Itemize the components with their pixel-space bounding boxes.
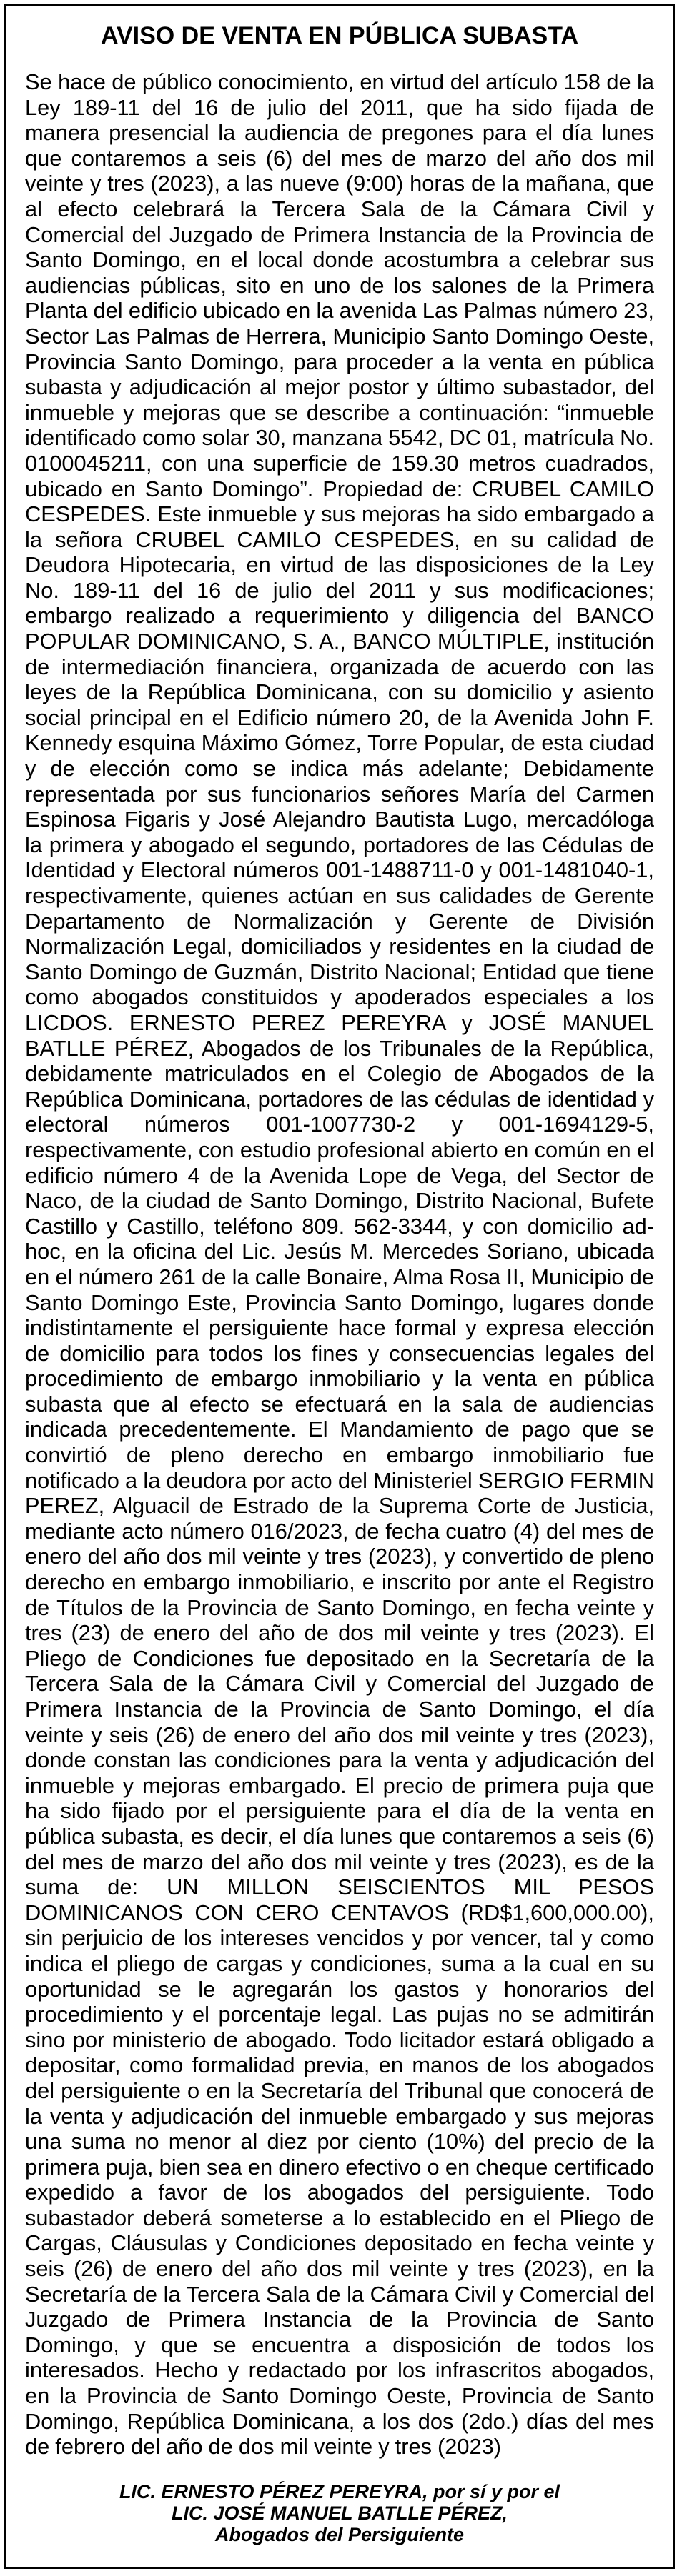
notice-body: Se hace de público conocimiento, en virtud del artículo 158 de la Ley 189-11 del 16 de julio del 2011, que ha sido fijada de manera presencial la audiencia de pregones para el día lunes que contaremos a seis (6) del mes de marzo del año dos mil veinte y tres (2023), a las nueve (9:00) horas de la mañana, que al efecto celebrará la Tercera Sala de la Cámara Civil y Comercial del Juzgado de Primera Instancia de la Provincia de Santo Domingo, en el local donde acostumbra a celebrar sus audiencias públicas, sito en uno de los salones de la Primera Planta del edificio ubicado en la avenida Las Palmas número 23, Sector Las Palmas de Herrera, Municipio Santo Domingo Oeste, Provincia Santo Domingo, para proceder a la venta en pública subasta y adjudicación al mejor postor y último subastador, del inmueble y mejoras que se describe a continuación: “inmueble identificado como solar 30, manzana 5542, DC 01, matrícula No. 0100045211, con una superficie de 159.30 metros cuadrados, ubicado en Santo Domingo”. Propiedad de: CRUBEL CAMILO CESPEDES. Este inmueble y sus mejoras ha sido embargado a la señora CRUBEL CAMILO CESPEDES, en su calidad de Deudora Hipotecaria, en virtud de las disposiciones de la Ley No. 189-11 del 16 de julio del 2011 y sus modificaciones; embargo realizado a requerimiento y diligencia del BANCO POPULAR DOMINICANO, S. A., BANCO MÚLTIPLE, institución de intermediación financiera, organizada de acuerdo con las leyes de la República Dominicana, con su domicilio y asiento social principal en el Edificio número 20, de la Avenida John F. Kennedy esquina Máximo Gómez, Torre Popular, de esta ciudad y de elección como se indica más adelante; Debidamente representada por sus funcionarios señores María del Carmen Espinosa Figaris y José Alejandro Bautista Lugo, mercadóloga la primera y abogado el segundo, portadores de las Cédulas de Identidad y Electoral números 001-1488711-0 y 001-1481040-1, respectivamente, quienes actúan en sus calidades de Gerente Departamento de Normalización y Gerente de División Normalización Legal, domiciliados y residentes en la ciudad de Santo Domingo de Guzmán, Distrito Nacional; Entidad que tiene como abogados constituidos y apoderados especiales a los LICDOS. ERNESTO PEREZ PEREYRA y JOSÉ MANUEL BATLLE PÉREZ, Abogados de los Tribunales de la República, debidamente matriculados en el Colegio de Abogados de la República Dominicana, portadores de las cédulas de identidad y electoral números 001-1007730-2 y 001-1694129-5, respectivamente, con estudio profesional abierto en común en el edificio número 4 de la Avenida Lope de Vega, del Sector de Naco, de la ciudad de Santo Domingo, Distrito Nacional, Bufete Castillo y Castillo, teléfono 809. 562-3344, y con domicilio ad-hoc, en la oficina del Lic. Jesús M. Mercedes Soriano, ubicada en el número 261 de la calle Bonaire, Alma Rosa II, Municipio de Santo Domingo Este, Provincia Santo Domingo, lugares donde indistintamente el persiguiente hace formal y expresa elección de domicilio para todos los fines y consecuencias legales del procedimiento de embargo inmobiliario y la venta en pública subasta que al efecto se efectuará en la sala de audiencias indicada precedentemente. El Mandamiento de pago que se convirtió de pleno derecho en embargo inmobiliario fue notificado a la deudora por acto del Ministeriel SERGIO FERMIN PEREZ, Alguacil de Estrado de la Suprema Corte de Justicia, mediante acto número 016/2023, de fecha cuatro (4) del mes de enero del año dos mil veinte y tres (2023), y convertido de pleno derecho en embargo inmobiliario, e inscrito por ante el Registro de Títulos de la Provincia de Santo Domingo, en fecha veinte y tres (23) de enero del año de dos mil veinte y tres (2023). El Pliego de Condiciones fue depositado en la Secretaría de la Tercera Sala de la Cámara Civil y Comercial del Juzgado de Primera Instancia de la Provincia de Santo Domingo, el día veinte y seis (26) de enero del año dos mil veinte y tres (2023), donde constan las condiciones para la venta y adjudicación del inmueble y mejoras embargado. El precio de primera puja que ha sido fijado por el persiguiente para el día de la venta en pública subasta, es decir, el día lunes que contaremos a seis (6) del mes de marzo del año dos mil veinte y tres (2023), es de la suma de: UN MILLON SEISCIENTOS MIL PESOS DOMINICANOS CON CERO CENTAVOS (RD$1,600,000.00), sin perjuicio de los intereses vencidos y por vencer, tal y como indica el pliego de cargas y condiciones, suma a la cual en su oportunidad se le agregarán los gastos y honorarios del procedimiento y el porcentaje legal. Las pujas no se admitirán sino por ministerio de abogado. Todo licitador estará obligado a depositar, como formalidad previa, en manos de los abogados del persiguiente o en la Secretaría del Tribunal que conocerá de la venta y adjudicación del inmueble embargado y sus mejoras una suma no menor al diez por ciento (10%) del precio de la primera puja, bien sea en dinero efectivo o en cheque certificado expedido a favor de los abogados del persiguiente. Todo subastador deberá someterse a lo establecido en el Pliego de Cargas, Cláusulas y Condiciones depositado en fecha veinte y seis (26) de enero del año dos mil veinte y tres (2023), en la Secretaría de la Tercera Sala de la Cámara Civil y Comercial del Juzgado de Primera Instancia de la Provincia de Santo Domingo, y que se encuentra a disposición de todos los interesados. Hecho y redactado por los infrascritos abogados, en la Provincia de Santo Domingo Oeste, Provincia de Santo Domingo, República Dominicana, a los dos (2do.) días del mes de febrero del año de dos mil veinte y tres (2023) bbox=[25, 69, 654, 2460]
notice-title: AVISO DE VENTA EN PÚBLICA SUBASTA bbox=[100, 22, 579, 49]
notice-frame bbox=[4, 4, 675, 2569]
signature-block bbox=[25, 2481, 654, 2545]
signature-line-2: LIC. JOSÉ MANUEL BATLLE PÉREZ, bbox=[171, 2502, 508, 2524]
signature-line-3: Abogados del Persiguiente bbox=[214, 2523, 465, 2545]
signature-line-1: LIC. ERNESTO PÉREZ PEREYRA, por sí y por el bbox=[119, 2480, 560, 2502]
